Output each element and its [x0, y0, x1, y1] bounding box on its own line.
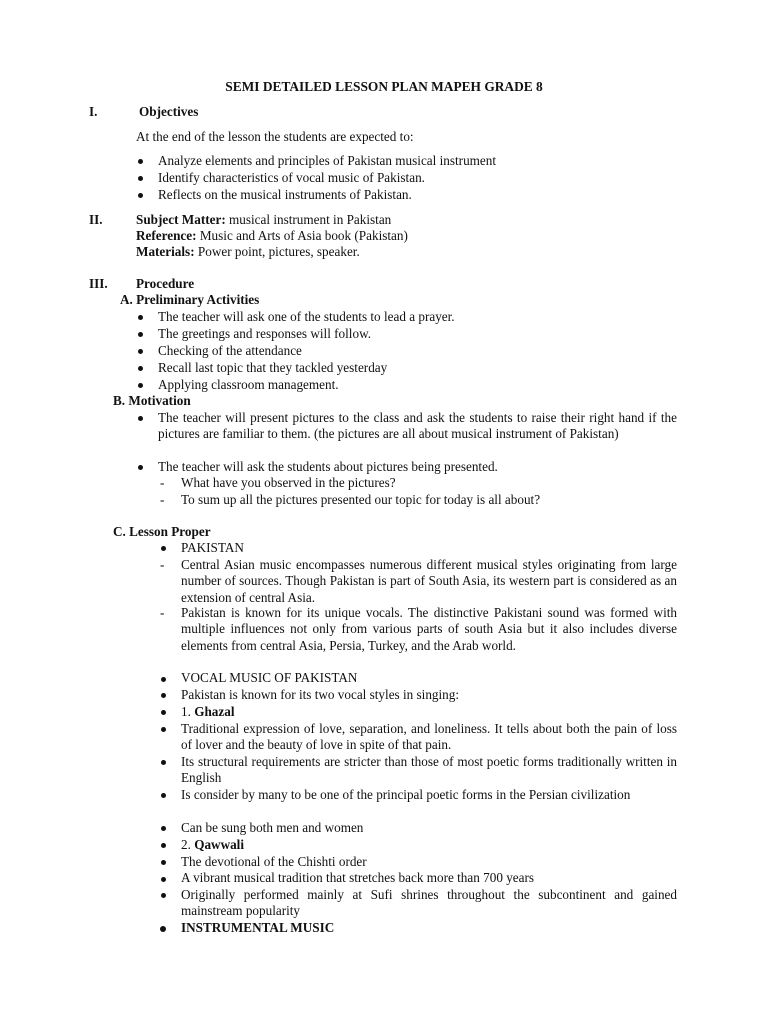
motivation-item: The teacher will ask the students about pictures being presented.: [158, 459, 498, 474]
bullet-icon: [161, 793, 166, 798]
objective-item: Analyze elements and principles of Pakistan musical instrument: [158, 153, 497, 168]
motivation-item: The teacher will present pictures to the class and ask the students to raise their right hand if the pictures are familiar to them. (the pictures are all about musical instrument of Pakistan): [158, 410, 677, 442]
topic-heading: PAKISTAN: [181, 540, 244, 555]
vocal-style-ghazal: [181, 704, 234, 720]
dash-icon: -: [160, 492, 165, 507]
bullet-icon: [161, 843, 166, 848]
lesson-item: Pakistan is known for its two vocal styles in singing:: [181, 687, 460, 702]
subject-matter-value: musical instrument in Pakistan: [225, 212, 392, 227]
activity-item: Checking of the attendance: [158, 343, 302, 358]
bullet-icon: [161, 760, 166, 765]
materials-line: [136, 244, 360, 260]
reference-line: [136, 228, 408, 244]
subject-matter-label: Subject Matter:: [136, 212, 226, 227]
bullet-icon: [138, 383, 143, 388]
bullet-icon: [161, 727, 166, 732]
section-1-number: I.: [89, 104, 98, 119]
bullet-icon: [161, 693, 166, 698]
section-2-number: II.: [89, 212, 103, 227]
subject-matter-line: [136, 212, 391, 228]
page-title: SEMI DETAILED LESSON PLAN MAPEH GRADE 8: [225, 79, 543, 94]
materials-label: Materials:: [136, 244, 195, 259]
dash-icon: -: [160, 557, 165, 572]
bullet-icon: [138, 366, 143, 371]
bullet-icon: [161, 826, 166, 831]
reference-label: Reference:: [136, 228, 197, 243]
ghazal-item: Can be sung both men and women: [181, 820, 364, 835]
qawwali-title: Qawwali: [194, 837, 245, 852]
topic-heading: VOCAL MUSIC OF PAKISTAN: [181, 670, 358, 685]
bullet-icon: [138, 416, 143, 421]
topic-heading: INSTRUMENTAL MUSIC: [181, 920, 335, 935]
motivation-heading: B. Motivation: [113, 393, 191, 408]
ghazal-item: Traditional expression of love, separation, and loneliness. It tells about both the pain of loss of lover and the beauty of love in spite of that pain.: [181, 721, 677, 753]
ghazal-number: 1.: [181, 704, 195, 719]
lesson-proper-heading: C. Lesson Proper: [113, 524, 211, 539]
motivation-question: To sum up all the pictures presented our topic for today is all about?: [181, 492, 541, 507]
qawwali-item: A vibrant musical tradition that stretches back more than 700 years: [181, 870, 535, 885]
qawwali-number: 2.: [181, 837, 195, 852]
ghazal-item: Its structural requirements are stricter than those of most poetic forms traditionally written in English: [181, 754, 677, 786]
ghazal-title: Ghazal: [194, 704, 235, 719]
section-3-number: III.: [89, 276, 108, 291]
reference-value: Music and Arts of Asia book (Pakistan): [196, 228, 408, 243]
bullet-icon: [161, 677, 166, 682]
bullet-icon: [138, 332, 143, 337]
section-1-heading: Objectives: [139, 104, 199, 119]
dash-icon: -: [160, 605, 165, 620]
bullet-icon: [138, 465, 143, 470]
lesson-paragraph: Central Asian music encompasses numerous different musical styles originating from large number of sources. Though Pakistan is part of South Asia, its western part is considered as an extension of central Asia.: [181, 557, 677, 605]
bullet-icon: [160, 926, 166, 932]
preliminary-activities-heading: A. Preliminary Activities: [120, 292, 260, 307]
activity-item: Applying classroom management.: [158, 377, 339, 392]
bullet-icon: [138, 315, 143, 320]
bullet-icon: [138, 193, 143, 198]
bullet-icon: [161, 546, 166, 551]
bullet-icon: [138, 349, 143, 354]
ghazal-item: Is consider by many to be one of the principal poetic forms in the Persian civilization: [181, 787, 631, 802]
dash-icon: -: [160, 475, 165, 490]
vocal-style-qawwali: [181, 837, 244, 853]
materials-value: Power point, pictures, speaker.: [194, 244, 360, 259]
lesson-paragraph: Pakistan is known for its unique vocals. The distinctive Pakistani sound was formed with multiple influences not only from various parts of south Asia but it also includes diverse elements from central Asia, Persia, Turkey, and the Arab world.: [181, 605, 677, 653]
qawwali-item: The devotional of the Chishti order: [181, 854, 367, 869]
bullet-icon: [161, 893, 166, 898]
bullet-icon: [161, 860, 166, 865]
activity-item: Recall last topic that they tackled yesterday: [158, 360, 388, 375]
section-3-heading: Procedure: [136, 276, 195, 291]
bullet-icon: [138, 176, 143, 181]
objective-item: Reflects on the musical instruments of Pakistan.: [158, 187, 412, 202]
activity-item: The teacher will ask one of the students to lead a prayer.: [158, 309, 455, 324]
activity-item: The greetings and responses will follow.: [158, 326, 372, 341]
bullet-icon: [138, 159, 143, 164]
qawwali-item: Originally performed mainly at Sufi shrines throughout the subcontinent and gained mainstream popularity: [181, 887, 677, 919]
objectives-intro: At the end of the lesson the students are expected to:: [136, 129, 414, 144]
objective-item: Identify characteristics of vocal music of Pakistan.: [158, 170, 425, 185]
motivation-question: What have you observed in the pictures?: [181, 475, 396, 490]
bullet-icon: [161, 877, 166, 882]
bullet-icon: [161, 710, 166, 715]
